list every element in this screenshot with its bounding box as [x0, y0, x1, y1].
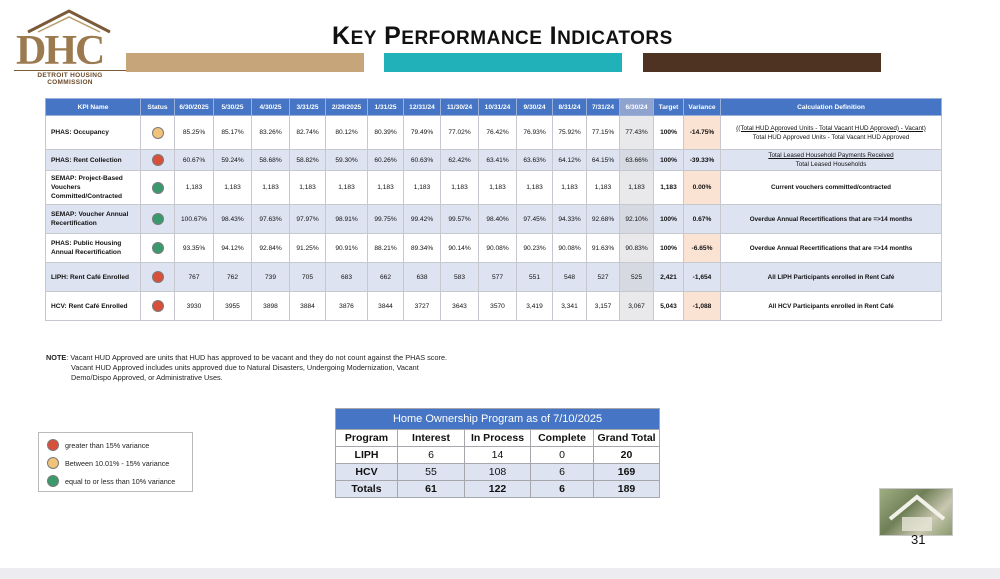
kpi-value: 551 [517, 263, 553, 292]
note-line-2: Vacant HUD Approved includes units approved due to Natural Disasters, Undergoing Modernization, Vacant [71, 363, 419, 372]
kpi-value: 92.10% [620, 205, 654, 234]
kpi-status [141, 171, 175, 205]
kpi-variance: 0.00% [684, 171, 721, 205]
kpi-target: 5,043 [654, 292, 684, 321]
kpi-value: 91.25% [290, 234, 326, 263]
note [46, 353, 447, 383]
kpi-header-cell: Variance [684, 99, 721, 116]
kpi-value: 3,419 [517, 292, 553, 321]
kpi-value: 3,067 [620, 292, 654, 321]
status-dot-icon [152, 127, 164, 139]
kpi-value: 767 [175, 263, 214, 292]
kpi-value: 1,183 [368, 171, 404, 205]
kpi-value: 1,183 [326, 171, 368, 205]
kpi-value: 3727 [404, 292, 441, 321]
calc-line-1: Current vouchers committed/contracted [770, 184, 892, 191]
kpi-header-cell: Calculation Definition [721, 99, 942, 116]
kpi-value: 82.74% [290, 116, 326, 150]
red-dot-icon [47, 439, 59, 451]
note-label: NOTE [46, 353, 67, 362]
kpi-row [46, 171, 942, 205]
home-header-cell: Program [336, 430, 398, 447]
kpi-calc-definition [721, 263, 942, 292]
kpi-target: 100% [654, 234, 684, 263]
kpi-value: 1,183 [620, 171, 654, 205]
kpi-row [46, 263, 942, 292]
kpi-value: 3876 [326, 292, 368, 321]
kpi-value: 83.26% [252, 116, 290, 150]
kpi-value: 98.43% [214, 205, 252, 234]
kpi-header-cell: 8/31/24 [553, 99, 587, 116]
kpi-header-cell: 7/31/24 [587, 99, 620, 116]
home-cell: 122 [465, 481, 531, 498]
note-line-3: Demo/Dispo Approved, or Administrative Uses. [71, 373, 223, 382]
kpi-value: 93.35% [175, 234, 214, 263]
kpi-variance: -1,088 [684, 292, 721, 321]
legend-item-green [47, 475, 175, 487]
kpi-value: 76.42% [479, 116, 517, 150]
kpi-value: 90.83% [620, 234, 654, 263]
kpi-value: 85.25% [175, 116, 214, 150]
logo-letters: DHC [16, 28, 104, 74]
kpi-variance: -6.65% [684, 234, 721, 263]
house-photo [879, 488, 953, 536]
kpi-value: 77.15% [587, 116, 620, 150]
kpi-header-cell: 6/30/24 [620, 99, 654, 116]
kpi-value: 97.97% [290, 205, 326, 234]
kpi-value: 62.42% [441, 150, 479, 171]
home-cell: 20 [594, 447, 660, 464]
kpi-value: 76.93% [517, 116, 553, 150]
kpi-value: 97.45% [517, 205, 553, 234]
kpi-value: 583 [441, 263, 479, 292]
kpi-variance: -1,654 [684, 263, 721, 292]
kpi-header-cell: 6/30/2025 [175, 99, 214, 116]
kpi-name: SEMAP: Project-Based Vouchers Committed/Contracted [46, 171, 141, 205]
kpi-status [141, 292, 175, 321]
kpi-value: 3884 [290, 292, 326, 321]
status-dot-icon [152, 154, 164, 166]
status-dot-icon [152, 300, 164, 312]
status-dot-icon [152, 242, 164, 254]
kpi-value: 1,183 [404, 171, 441, 205]
kpi-value: 90.08% [479, 234, 517, 263]
kpi-value: 58.68% [252, 150, 290, 171]
kpi-value: 3955 [214, 292, 252, 321]
calc-line-1: All HCV Participants enrolled in Rent Café [768, 302, 894, 310]
kpi-name: PHAS: Public Housing Annual Recertification [46, 234, 141, 263]
kpi-status [141, 150, 175, 171]
program-row [336, 447, 660, 464]
kpi-header-cell: 4/30/25 [252, 99, 290, 116]
kpi-status [141, 234, 175, 263]
kpi-value: 80.12% [326, 116, 368, 150]
kpi-calc-definition [721, 116, 942, 150]
page-title: KEY PERFORMANCE INDICATORS [332, 22, 673, 50]
kpi-value: 3,341 [553, 292, 587, 321]
kpi-value: 77.43% [620, 116, 654, 150]
kpi-value: 63.66% [620, 150, 654, 171]
home-header-cell: Interest [398, 430, 465, 447]
logo-subtitle: DETROIT HOUSING COMMISSION [14, 70, 126, 86]
kpi-value: 1,183 [175, 171, 214, 205]
kpi-status [141, 116, 175, 150]
kpi-header-cell: 9/30/24 [517, 99, 553, 116]
kpi-name: LIPH: Rent Café Enrolled [46, 263, 141, 292]
kpi-header-cell: 3/31/25 [290, 99, 326, 116]
kpi-target: 100% [654, 150, 684, 171]
dhc-logo [14, 8, 126, 86]
kpi-value: 58.82% [290, 150, 326, 171]
kpi-header-cell: 10/31/24 [479, 99, 517, 116]
kpi-value: 63.63% [517, 150, 553, 171]
kpi-value: 1,183 [517, 171, 553, 205]
kpi-value: 98.40% [479, 205, 517, 234]
kpi-value: 762 [214, 263, 252, 292]
kpi-calc-definition [721, 150, 942, 171]
kpi-value: 60.63% [404, 150, 441, 171]
kpi-value: 1,183 [252, 171, 290, 205]
kpi-value: 99.42% [404, 205, 441, 234]
kpi-value: 59.24% [214, 150, 252, 171]
legend-label: equal to or less than 10% variance [65, 476, 176, 486]
home-header-cell: In Process [465, 430, 531, 447]
kpi-value: 90.23% [517, 234, 553, 263]
calc-line-2: Total HUD Approved Units - Total Vacant HUD Approved [752, 133, 910, 141]
kpi-row [46, 205, 942, 234]
kpi-value: 79.49% [404, 116, 441, 150]
home-cell: 14 [465, 447, 531, 464]
kpi-value: 705 [290, 263, 326, 292]
kpi-row [46, 150, 942, 171]
kpi-value: 3898 [252, 292, 290, 321]
kpi-row [46, 292, 942, 321]
decor-bar-tan [126, 53, 364, 72]
kpi-header-cell: 1/31/25 [368, 99, 404, 116]
kpi-value: 1,183 [553, 171, 587, 205]
kpi-value: 662 [368, 263, 404, 292]
kpi-value: 577 [479, 263, 517, 292]
kpi-value: 1,183 [587, 171, 620, 205]
kpi-value: 80.39% [368, 116, 404, 150]
calc-line-1: All LIPH Participants enrolled in Rent Café [767, 273, 895, 281]
status-dot-icon [152, 213, 164, 225]
home-cell: HCV [336, 464, 398, 481]
kpi-target: 2,421 [654, 263, 684, 292]
home-cell: 6 [398, 447, 465, 464]
kpi-value: 91.63% [587, 234, 620, 263]
kpi-value: 85.17% [214, 116, 252, 150]
kpi-variance: -14.75% [684, 116, 721, 150]
kpi-value: 525 [620, 263, 654, 292]
kpi-table [45, 98, 942, 321]
kpi-value: 99.57% [441, 205, 479, 234]
status-dot-icon [152, 271, 164, 283]
legend-item-yellow [47, 457, 169, 469]
home-cell: 169 [594, 464, 660, 481]
kpi-value: 94.12% [214, 234, 252, 263]
home-cell: 108 [465, 464, 531, 481]
home-cell: LIPH [336, 447, 398, 464]
kpi-value: 1,183 [214, 171, 252, 205]
green-dot-icon [47, 475, 59, 487]
kpi-value: 3930 [175, 292, 214, 321]
home-header-row [336, 430, 660, 447]
kpi-value: 3,157 [587, 292, 620, 321]
calc-line-1: Total Leased Household Payments Received [768, 152, 894, 159]
kpi-value: 98.91% [326, 205, 368, 234]
kpi-header-cell: 5/30/25 [214, 99, 252, 116]
calc-line-2: Total Leased Households [795, 161, 867, 168]
kpi-value: 60.67% [175, 150, 214, 171]
kpi-status [141, 205, 175, 234]
decor-bar-brown [643, 53, 881, 72]
kpi-value: 63.41% [479, 150, 517, 171]
kpi-header-cell: 2/29/2025 [326, 99, 368, 116]
kpi-value: 548 [553, 263, 587, 292]
home-cell: 61 [398, 481, 465, 498]
home-cell: 189 [594, 481, 660, 498]
kpi-value: 90.91% [326, 234, 368, 263]
kpi-value: 1,183 [479, 171, 517, 205]
kpi-value: 59.30% [326, 150, 368, 171]
kpi-calc-definition [721, 205, 942, 234]
status-dot-icon [152, 182, 164, 194]
kpi-header-cell: Target [654, 99, 684, 116]
home-cell: 6 [531, 464, 594, 481]
kpi-target: 100% [654, 205, 684, 234]
kpi-value: 94.33% [553, 205, 587, 234]
kpi-value: 92.84% [252, 234, 290, 263]
kpi-value: 3643 [441, 292, 479, 321]
legend-label: Between 10.01% - 15% variance [65, 458, 170, 468]
kpi-status [141, 263, 175, 292]
kpi-variance: -39.33% [684, 150, 721, 171]
home-ownership-caption: Home Ownership Program as of 7/10/2025 [336, 409, 660, 430]
program-row [336, 464, 660, 481]
kpi-name: PHAS: Rent Collection [46, 150, 141, 171]
kpi-value: 1,183 [290, 171, 326, 205]
kpi-header-row [46, 99, 942, 116]
kpi-value: 64.15% [587, 150, 620, 171]
kpi-value: 99.75% [368, 205, 404, 234]
home-header-cell: Complete [531, 430, 594, 447]
note-line-1: : Vacant HUD Approved are units that HUD has approved to be vacant and they do not count against the PHAS score. [66, 353, 448, 362]
kpi-calc-definition [721, 292, 942, 321]
kpi-header-cell: KPI Name [46, 99, 141, 116]
page-number: 31 [911, 532, 926, 547]
yellow-dot-icon [47, 457, 59, 469]
kpi-value: 60.26% [368, 150, 404, 171]
kpi-name: SEMAP: Voucher Annual Recertification [46, 205, 141, 234]
home-cell: 0 [531, 447, 594, 464]
kpi-row [46, 234, 942, 263]
house-photo-icon [880, 489, 954, 537]
home-header-cell: Grand Total [594, 430, 660, 447]
kpi-value: 638 [404, 263, 441, 292]
home-ownership-table [335, 408, 660, 498]
home-cell: Totals [336, 481, 398, 498]
calc-line-1: Overdue Annual Recertifications that are =>14 months [749, 244, 913, 252]
legend-label: greater than 15% variance [65, 440, 150, 450]
home-cell: 55 [398, 464, 465, 481]
kpi-value: 75.92% [553, 116, 587, 150]
kpi-header-cell: 11/30/24 [441, 99, 479, 116]
kpi-value: 3570 [479, 292, 517, 321]
kpi-value: 92.68% [587, 205, 620, 234]
home-cell: 6 [531, 481, 594, 498]
kpi-value: 77.02% [441, 116, 479, 150]
kpi-value: 683 [326, 263, 368, 292]
legend-item-red [47, 439, 149, 451]
kpi-value: 100.67% [175, 205, 214, 234]
kpi-value: 88.21% [368, 234, 404, 263]
kpi-name: PHAS: Occupancy [46, 116, 141, 150]
calc-line-1: ((Total HUD Approved Units - Total Vacant HUD Approved) - Vacant) [736, 124, 926, 132]
kpi-value: 90.08% [553, 234, 587, 263]
totals-row [336, 481, 660, 498]
kpi-value: 97.63% [252, 205, 290, 234]
status-legend [38, 432, 193, 492]
kpi-value: 89.34% [404, 234, 441, 263]
kpi-variance: 0.67% [684, 205, 721, 234]
kpi-value: 90.14% [441, 234, 479, 263]
kpi-value: 739 [252, 263, 290, 292]
kpi-header-cell: Status [141, 99, 175, 116]
kpi-value: 1,183 [441, 171, 479, 205]
kpi-row [46, 116, 942, 150]
kpi-value: 527 [587, 263, 620, 292]
kpi-target: 1,183 [654, 171, 684, 205]
kpi-name: HCV: Rent Café Enrolled [46, 292, 141, 321]
kpi-value: 64.12% [553, 150, 587, 171]
kpi-value: 3844 [368, 292, 404, 321]
kpi-calc-definition [721, 234, 942, 263]
decor-bar-teal [384, 53, 622, 72]
kpi-target: 100% [654, 116, 684, 150]
kpi-header-cell: 12/31/24 [404, 99, 441, 116]
calc-line-1: Overdue Annual Recertifications that are =>14 months [749, 215, 913, 223]
kpi-calc-definition [721, 171, 942, 205]
